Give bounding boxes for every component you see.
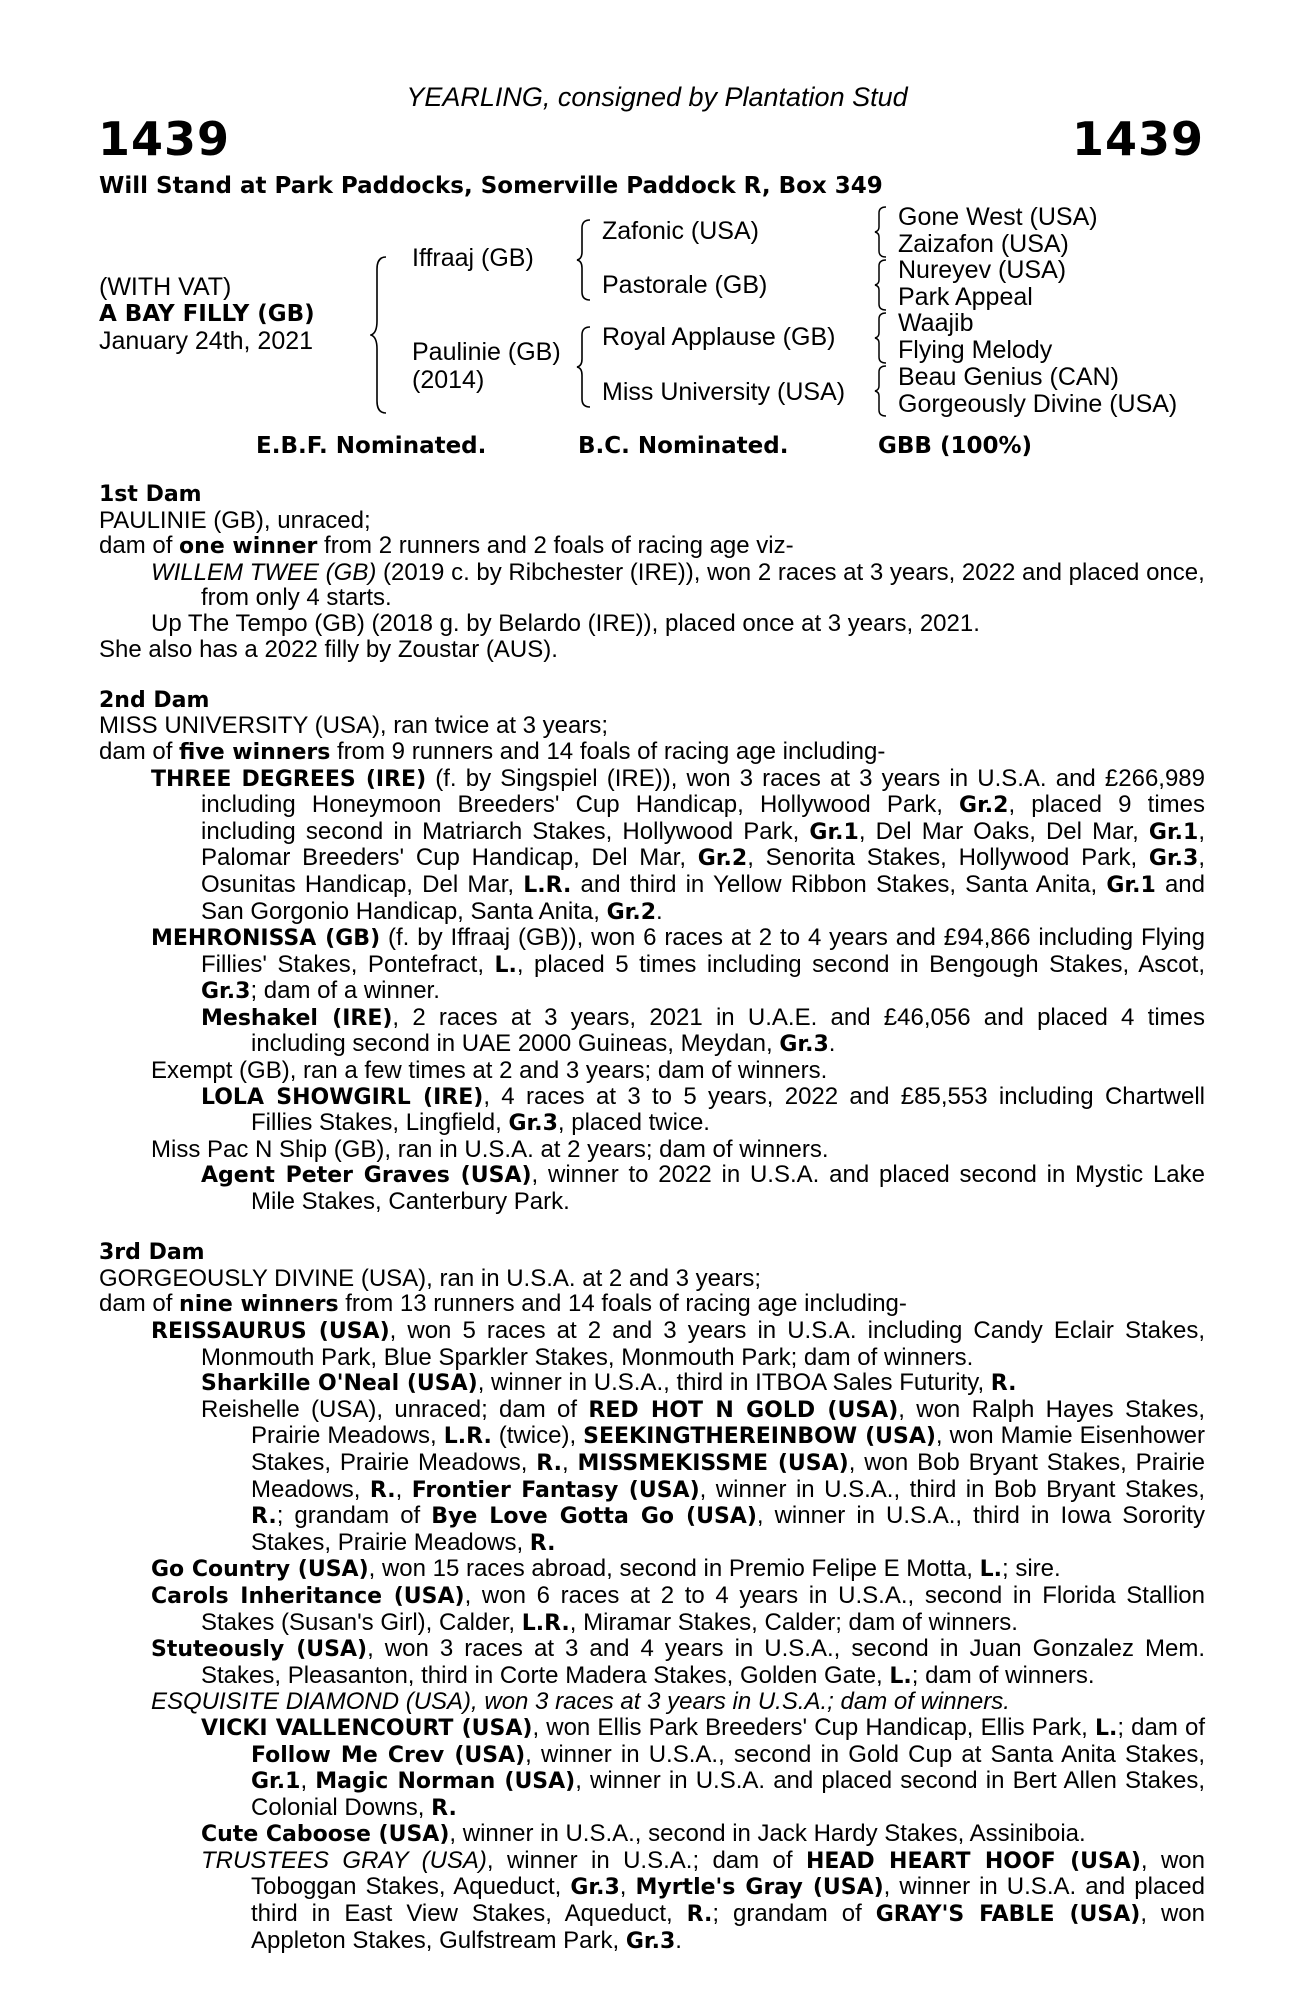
produce-entry: Carols Inheritance (USA), won 6 races at 2 to 4 years in U.S.A., second in Florida Stallion Stakes (Susan's Girl), Calder, L.R., Miramar Stakes, Calder; dam of winners. [151, 1581, 1205, 1636]
produce-entry: ESQUISITE DIAMOND (USA), won 3 races at 3 years in U.S.A.; dam of winners. [151, 1688, 1010, 1716]
sire-name: Iffraaj (GB) [412, 244, 534, 272]
produce-entry: Miss Pac N Ship (GB), ran in U.S.A. at 2 years; dam of winners. [151, 1135, 829, 1163]
ancestor-dss: Waajib [898, 309, 974, 337]
produce-entry: Exempt (GB), ran a few times at 2 and 3 years; dam of winners. [151, 1057, 828, 1085]
produce-record [99, 482, 1205, 1954]
produce-entry: Up The Tempo (GB) (2018 g. by Belardo (IRE)), placed once at 3 years, 2021. [151, 609, 980, 637]
consignment-line: YEARLING, consigned by Plantation Stud [406, 82, 908, 112]
brace-g3-1 [874, 205, 890, 259]
dam-year: (2014) [412, 366, 485, 394]
produce-entry: WILLEM TWEE (GB) (2019 c. by Ribchester (IRE)), won 2 races at 3 years, 2022 and placed once, from only 4 starts. [151, 558, 1205, 612]
sire-sire: Zafonic (USA) [602, 217, 759, 245]
produce-entry: VICKI VALLENCOURT (USA), won Ellis Park Breeders' Cup Handicap, Ellis Park, L.; dam of Follow Me Crev (USA), winner in U.S.A., second in Gold Cup at Santa Anita Stakes, Gr.1, Magic Norman (USA), winner in U.S.A. and placed second in Bert Allen Stakes, Colonial Downs, R. [201, 1713, 1206, 1821]
produce-entry: Stuteously (USA), won 3 races at 3 and 4 years in U.S.A., second in Juan Gonzalez Mem. Stakes, Pleasanton, third in Corte Madera Stakes, Golden Gate, L.; dam of winners. [151, 1635, 1205, 1689]
first-dam-summary: dam of one winner from 2 runners and 2 foals of racing age viz- [99, 532, 794, 560]
ancestor-ssd: Zaizafon (USA) [898, 230, 1069, 258]
produce-entry: TRUSTEES GRAY (USA), winner in U.S.A.; dam of HEAD HEART HOOF (USA), won Toboggan Stakes, Aqueduct, Gr.3, Myrtle's Gray (USA), winner in U.S.A. and placed third in East View Stakes, Aqueduct, R.; grandam of GRAY'S FABLE (USA), won Appleton Stakes, Gulfstream Park, Gr.3. [201, 1846, 1205, 1954]
dam-sire: Royal Applause (GB) [602, 323, 836, 351]
produce-entry: Cute Caboose (USA), winner in U.S.A., second in Jack Hardy Stakes, Assiniboia. [201, 1820, 1086, 1848]
brace-sire-parents [576, 218, 594, 302]
foaling-date: January 24th, 2021 [99, 327, 314, 355]
ancestor-sdd: Park Appeal [898, 283, 1033, 311]
second-dam-heading: 2nd Dam [99, 687, 210, 713]
third-dam-heading: 3rd Dam [99, 1240, 205, 1266]
sire-dam: Pastorale (GB) [602, 271, 768, 299]
third-dam-summary: dam of nine winners from 13 runners and 14 foals of racing age including- [99, 1290, 907, 1318]
produce-entry: Agent Peter Graves (USA), winner to 2022 in U.S.A. and placed second in Mystic Lake Mile Stakes, Canterbury Park. [201, 1161, 1205, 1216]
brace-dam-parents [576, 325, 594, 409]
vat-label: (WITH VAT) [99, 273, 232, 301]
produce-entry: Reishelle (USA), unraced; dam of RED HOT N GOLD (USA), won Ralph Hayes Stakes, Prairie Meadows, L.R. (twice), SEEKINGTHEREINBOW (USA), won Mamie Eisenhower Stakes, Prairie Meadows, R., MISSMEKISSME (USA), won Bob Bryant Stakes, Prairie Meadows, R., Frontier Fantasy (USA), winner in U.S.A., third in Bob Bryant Stakes, R.; grandam of Bye Love Gotta Go (USA), winner in U.S.A., third in Iowa Sorority Stakes, Prairie Meadows, R. [201, 1395, 1206, 1556]
ebf-nomination: E.B.F. Nominated. [256, 433, 487, 459]
lot-number-left: 1439 [98, 112, 231, 166]
dam-dam: Miss University (USA) [602, 378, 846, 406]
stand-location: Will Stand at Park Paddocks, Somerville Paddock R, Box 349 [99, 173, 883, 199]
gbb-rating: GBB (100%) [878, 433, 1033, 459]
produce-entry: Go Country (USA), won 15 races abroad, second in Premio Felipe E Motta, L.; sire. [151, 1555, 1061, 1583]
brace-g3-2 [874, 258, 890, 312]
dam-name: Paulinie (GB) [412, 338, 561, 366]
third-dam-line: GORGEOUSLY DIVINE (USA), ran in U.S.A. at 2 and 3 years; [99, 1264, 762, 1292]
brace-g3-3 [874, 311, 890, 365]
produce-entry: THREE DEGREES (IRE) (f. by Singspiel (IRE)), won 3 races at 3 years in U.S.A. and £266,989 including Honeymoon Breeders' Cup Handicap, Hollywood Park, Gr.2, placed 9 times including second in Matriarch Stakes, Hollywood Park, Gr.1, Del Mar Oaks, Del Mar, Gr.1, Palomar Breeders' Cup Handicap, Del Mar, Gr.2, Senorita Stakes, Hollywood Park, Gr.3, Osunitas Handicap, Del Mar, L.R. and third in Yellow Ribbon Stakes, Santa Anita, Gr.1 and San Gorgonio Handicap, Santa Anita, Gr.2. [151, 764, 1206, 925]
lot-number-right: 1439 [1071, 112, 1204, 166]
produce-note: She also has a 2022 filly by Zoustar (AUS). [99, 635, 558, 663]
ancestor-ddd: Gorgeously Divine (USA) [898, 390, 1178, 418]
brace-generation-1 [370, 255, 390, 415]
produce-entry: MEHRONISSA (GB) (f. by Iffraaj (GB)), won 6 races at 2 to 4 years and £94,866 including Flying Fillies' Stakes, Pontefract, L., placed 5 times including second in Bengough Stakes, Ascot, Gr.3; dam of a winner. [151, 924, 1205, 1005]
produce-entry: Meshakel (IRE), 2 races at 3 years, 2021 in U.A.E. and £46,056 and placed 4 times including second in UAE 2000 Guineas, Meydan, Gr.3. [201, 1003, 1205, 1058]
brace-g3-4 [874, 364, 890, 418]
lot-horse-name: A BAY FILLY (GB) [99, 301, 315, 327]
ancestor-dds: Beau Genius (CAN) [898, 363, 1119, 391]
produce-entry: Sharkille O'Neal (USA), winner in U.S.A., third in ITBOA Sales Futurity, R. [201, 1369, 1017, 1397]
ancestor-sds: Nureyev (USA) [898, 256, 1067, 284]
second-dam-line: MISS UNIVERSITY (USA), ran twice at 3 years; [99, 712, 609, 740]
ancestor-dsd: Flying Melody [898, 336, 1053, 364]
bc-nomination: B.C. Nominated. [578, 433, 789, 459]
produce-entry: REISSAURUS (USA), won 5 races at 2 and 3 years in U.S.A. including Candy Eclair Stakes, Monmouth Park, Blue Sparkler Stakes, Monmouth Park; dam of winners. [151, 1317, 1205, 1371]
produce-entry: LOLA SHOWGIRL (IRE), 4 races at 3 to 5 years, 2022 and £85,553 including Chartwell Fillies Stakes, Lingfield, Gr.3, placed twice. [201, 1082, 1205, 1137]
first-dam-heading: 1st Dam [99, 482, 202, 507]
second-dam-summary: dam of five winners from 9 runners and 14 foals of racing age including- [99, 737, 886, 765]
first-dam-line: PAULINIE (GB), unraced; [99, 506, 371, 534]
ancestor-sss: Gone West (USA) [898, 203, 1098, 231]
